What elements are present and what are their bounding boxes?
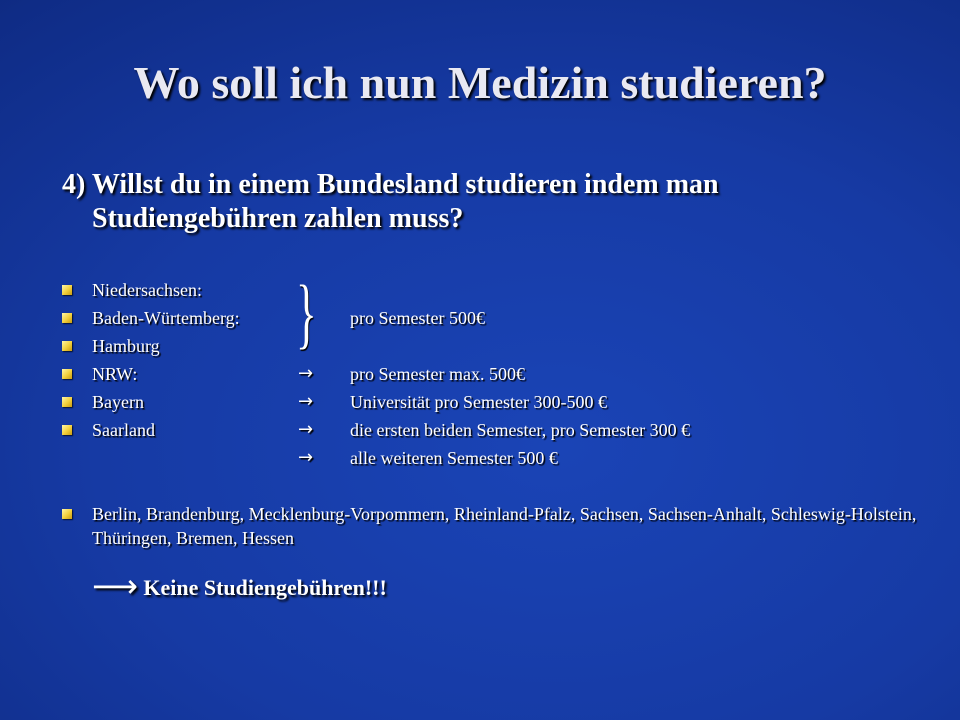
state-label-niedersachsen: Niedersachsen: [92, 280, 202, 300]
bullet-square-icon [62, 341, 72, 351]
conclusion-line [92, 568, 387, 606]
bullet-square-icon [62, 509, 72, 519]
fee-free-states-list: Berlin, Brandenburg, Mecklenburg-Vorpommern, Rheinland-Pfalz, Sachsen, Sachsen-Anhalt, Schleswig-Holstein, Thüringen, Bremen, Hessen [92, 504, 917, 548]
question-text [62, 168, 922, 236]
state-label-hamburg: Hamburg [92, 336, 160, 356]
arrow-saarland: → [298, 419, 314, 440]
slide-title: Wo soll ich nun Medizin studieren? [133, 57, 827, 108]
fee-info-group: pro Semester 500€ [350, 308, 485, 328]
fee-info-nrw: pro Semester max. 500€ [350, 364, 525, 384]
state-label-bayern: Bayern [92, 392, 144, 412]
bullet-square-icon [62, 313, 72, 323]
arrow-nrw: → [298, 363, 314, 384]
long-arrow-icon: ⟶ [92, 567, 138, 605]
state-label-baden-wuertemberg: Baden-Würtemberg: [92, 308, 240, 328]
bullet-square-icon [62, 425, 72, 435]
state-label-saarland: Saarland [92, 420, 155, 440]
fee-info-saarland-extra: alle weiteren Semester 500 € [350, 448, 558, 468]
arrow-bayern: → [298, 391, 314, 412]
state-label-nrw: NRW: [92, 364, 138, 384]
fee-info-bayern: Universität pro Semester 300-500 € [350, 392, 607, 412]
conclusion-text: Keine Studiengebühren!!! [143, 575, 387, 600]
fee-info-saarland: die ersten beiden Semester, pro Semester 300 € [350, 420, 691, 440]
arrow-saarland-extra: → [298, 447, 314, 468]
grouping-brace: } [296, 269, 317, 356]
bullet-square-icon [62, 285, 72, 295]
bullet-square-icon [62, 397, 72, 407]
bullet-square-icon [62, 369, 72, 379]
question-line-1: 4) Willst du in einem Bundesland studieren indem man [62, 169, 719, 200]
question-line-2: Studiengebühren zahlen muss? [92, 203, 464, 234]
